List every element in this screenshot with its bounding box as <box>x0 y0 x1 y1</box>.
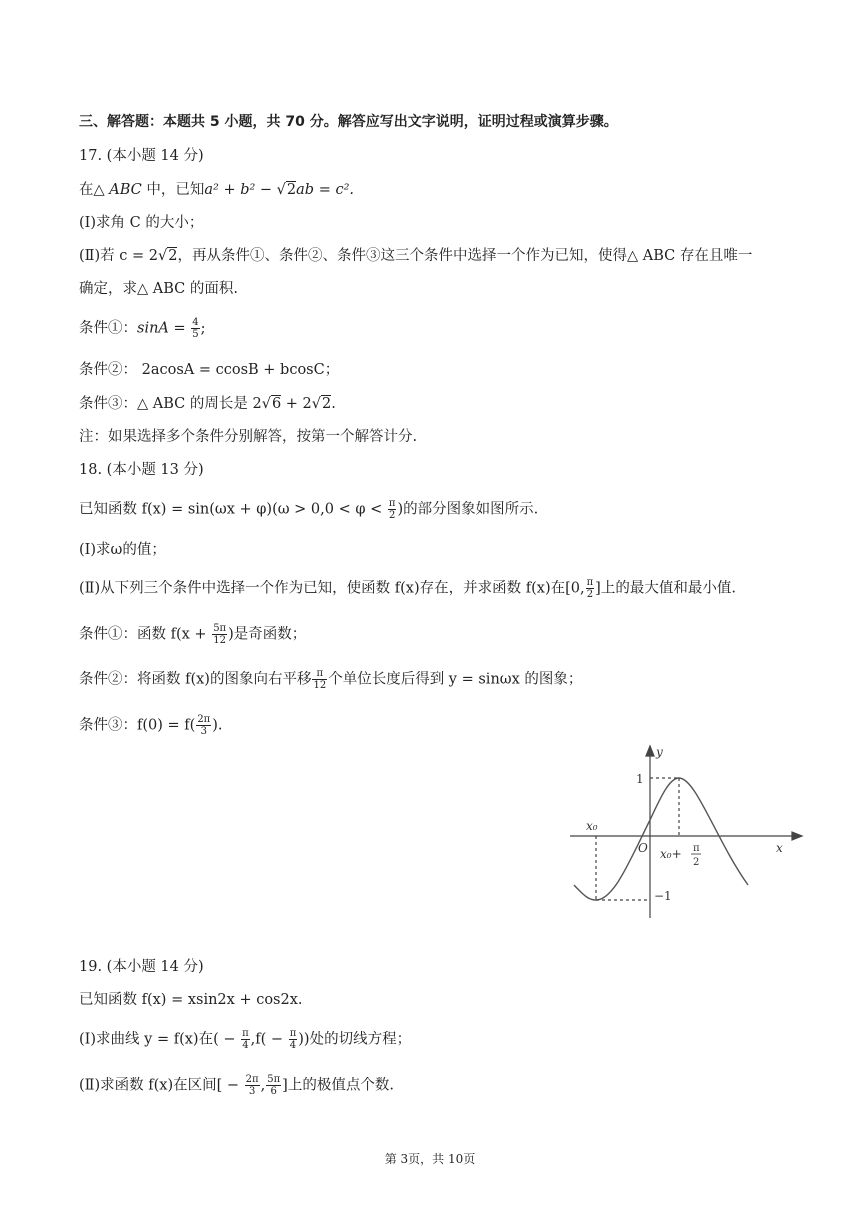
label-pi: π <box>693 843 700 854</box>
q17-cond1-end: ; <box>200 320 206 337</box>
q17-eq-b: ab = c². <box>296 182 354 198</box>
q18-cond3-a: 条件③：f(0) = f( <box>79 717 196 734</box>
q17-cond3-a: 条件③：△ ABC 的周长是 2 <box>79 396 262 412</box>
q19-part1-c: ))处的切线方程； <box>298 1031 412 1048</box>
q19-part1-a: (Ⅰ)求曲线 y = f(x)在( − <box>79 1031 241 1048</box>
q18-cond2-a: 条件②：将函数 f(x)的图象向右平移 <box>79 671 312 688</box>
q19-stem: 已知函数 f(x) = xsin2x + cos2x. <box>79 992 303 1008</box>
label-neg-one: −1 <box>654 889 672 903</box>
q19-part1-b: ,f( − <box>250 1031 288 1048</box>
q18-cond1-frac: $\frac{5\pi}{12}$ <box>213 623 227 646</box>
q17-cond1-frac: $\frac{4}{5}$ <box>192 317 199 340</box>
q17-stem-prefix: 在△ <box>79 182 110 198</box>
q17-cond3-sqrt2: 2 <box>322 396 332 412</box>
q18-part2-b: ]上的最大值和最小值. <box>595 580 736 597</box>
q18-stem-a: 已知函数 f(x) = sin(ωx + φ)(ω > 0,0 < φ < <box>79 501 387 518</box>
q17-title: 17. (本小题 14 分) <box>79 148 204 164</box>
q17-stem-math: ABC <box>109 182 142 198</box>
q17-part2: (Ⅱ)若 c = 2√2，再从条件①、条件②、条件③这三个条件中选择一个作为已知，使得△ ABC 存在且唯一 <box>79 248 753 264</box>
q19-part2-a: (Ⅱ)求函数 f(x)在区间[ − <box>79 1077 244 1094</box>
label-one: 1 <box>636 772 644 786</box>
q18-cond1-b: )是奇函数； <box>228 626 307 643</box>
q17-cond1-label: 条件①： <box>79 320 137 337</box>
q19-part1-frac1: $\frac{\pi}{4}$ <box>242 1028 249 1051</box>
q17-eq-sqrt: 2 <box>286 182 297 198</box>
q18-cond1 <box>79 623 306 646</box>
q17-part2-sqrt: 2 <box>168 248 178 264</box>
q17-part2-cont: 确定，求△ ABC 的面积. <box>79 281 238 297</box>
q18-cond3-b: ). <box>212 717 223 734</box>
q17-cond3-sqrt1: 6 <box>271 396 282 412</box>
x-label: x <box>776 841 783 855</box>
q18-cond2-b: 个单位长度后得到 y = sinωx 的图象； <box>328 671 583 688</box>
q17-cond1 <box>79 317 206 340</box>
sine-graph <box>566 740 806 925</box>
q17-stem-mid: 中，已知 <box>141 182 205 198</box>
y-label: y <box>656 745 663 759</box>
q19-part2-c: ]上的极值点个数. <box>282 1077 394 1094</box>
q18-cond1-a: 条件①：函数 f(x + <box>79 626 212 643</box>
q17-eq-a: a² + b² − <box>204 182 277 198</box>
q18-cond3-frac: $\frac{2\pi}{3}$ <box>197 714 211 737</box>
q17-cond2: 条件②： 2acosA = ccosB + bcosC； <box>79 362 340 378</box>
q17-note: 注：如果选择多个条件分别解答，按第一个解答计分. <box>79 429 418 445</box>
q18-stem-frac: $\frac{\pi}{2}$ <box>388 498 396 521</box>
q19-title: 19. (本小题 14 分) <box>79 959 204 975</box>
q18-part2 <box>79 577 736 600</box>
section-header: 三、解答题：本题共 5 小题，共 70 分。解答应写出文字说明，证明过程或演算步骤。 <box>79 114 618 130</box>
label-origin: O <box>638 841 648 855</box>
q18-title: 18. (本小题 13 分) <box>79 462 204 478</box>
q17-part2-a: (Ⅱ)若 c = 2 <box>79 248 158 264</box>
label-x0-plus: x₀+ <box>660 847 682 861</box>
q19-part1-frac2: $\frac{\pi}{4}$ <box>289 1028 297 1051</box>
q18-part2-a: (Ⅱ)从下列三个条件中选择一个作为已知，使函数 f(x)存在，并求函数 f(x)在[0, <box>79 580 585 597</box>
q18-cond2-frac: $\frac{\pi}{12}$ <box>313 668 327 691</box>
q18-part1: (Ⅰ)求ω的值； <box>79 542 166 558</box>
label-x0: x₀ <box>586 819 598 833</box>
q17-cond3-c: . <box>331 396 336 412</box>
sine-curve <box>574 778 748 900</box>
q17-part2-b: ，再从条件①、条件②、条件③这三个条件中选择一个作为已知，使得△ ABC 存在且唯一 <box>177 248 753 264</box>
q18-cond2 <box>79 668 582 691</box>
q19-part2-b: , <box>260 1077 266 1094</box>
page-footer: 第 3页，共 10页 <box>384 1152 476 1166</box>
q18-part2-frac: $\frac{\pi}{2}$ <box>586 577 594 600</box>
q17-cond3: 条件③：△ ABC 的周长是 2√6 + 2√2. <box>79 396 336 412</box>
q18-stem-b: )的部分图象如图所示. <box>397 501 539 518</box>
q17-cond1-math: sinA = <box>137 320 191 337</box>
q18-stem <box>79 498 538 521</box>
q19-part2 <box>79 1074 394 1097</box>
q19-part2-frac2: $\frac{5\pi}{6}$ <box>267 1074 281 1097</box>
q18-cond3 <box>79 714 223 737</box>
q19-part1 <box>79 1028 411 1051</box>
x-axis-arrow <box>792 832 802 840</box>
q17-part1: (Ⅰ)求角 C 的大小； <box>79 215 204 231</box>
q17-stem: 在△ ABC 中，已知a² + b² − √2ab = c². <box>79 182 354 198</box>
q17-cond3-b: + 2 <box>281 396 312 412</box>
label-two: 2 <box>693 857 700 868</box>
y-axis-arrow <box>646 746 654 756</box>
q19-part2-frac1: $\frac{2\pi}{3}$ <box>245 1074 259 1097</box>
